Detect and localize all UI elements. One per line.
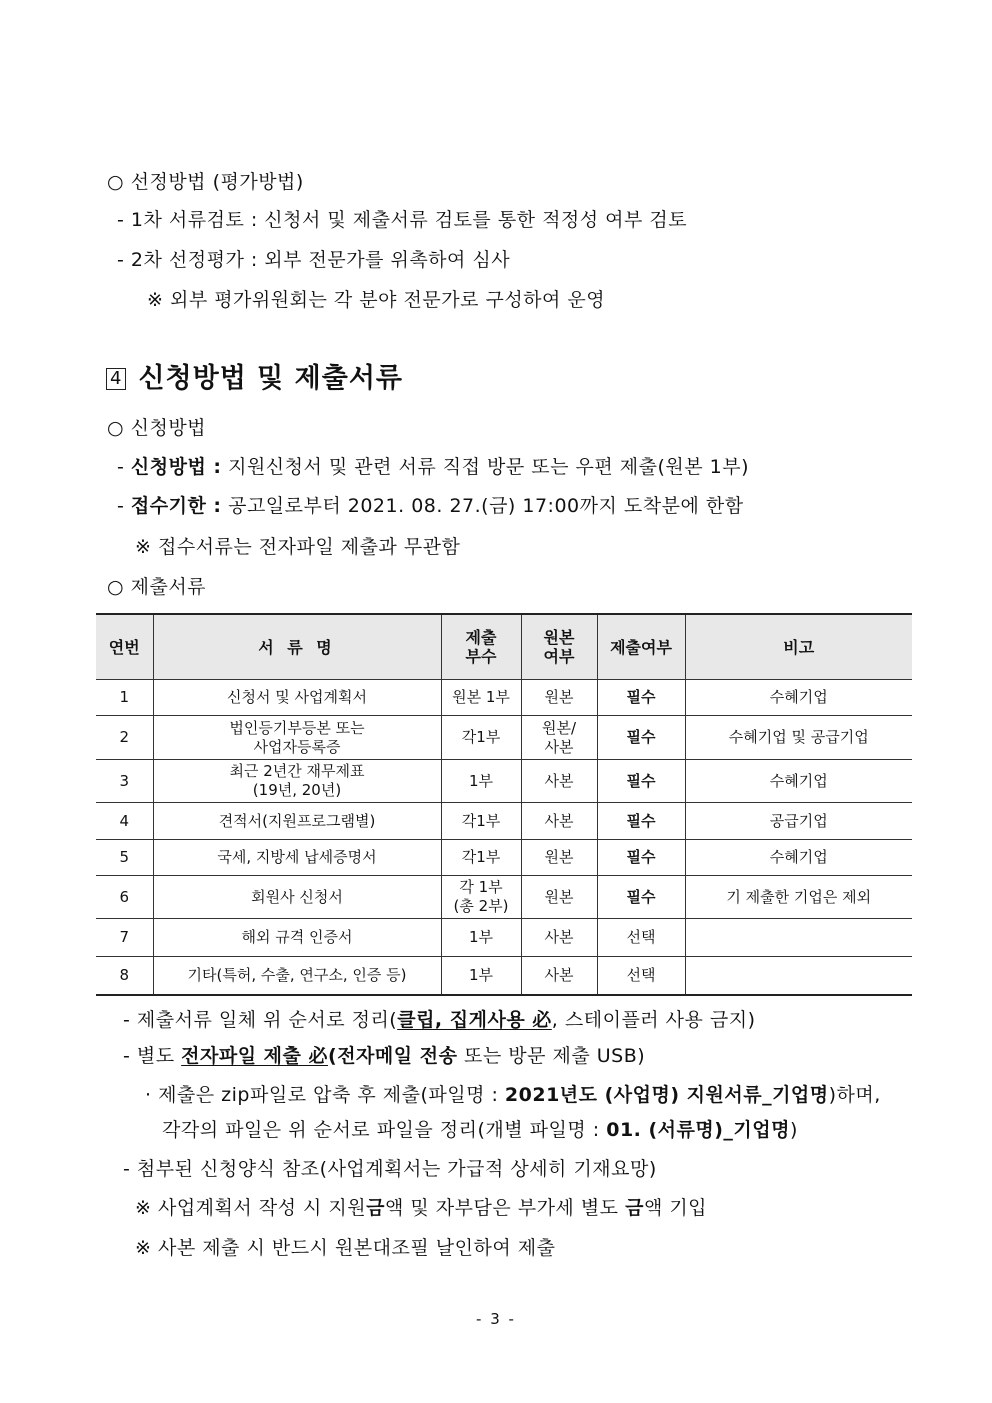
table-row <box>96 840 912 876</box>
cell-name: 견적서(지원프로그램별) <box>153 803 441 840</box>
cell-copies: 각 1부 (총 2부) <box>441 876 521 919</box>
table-row <box>96 680 912 716</box>
documents-heading: ○ 제출서류 <box>107 576 207 598</box>
section-number: 4 <box>106 368 126 390</box>
cell-copies: 1부 <box>441 957 521 995</box>
cell-remark: 기 제출한 기업은 제외 <box>685 876 912 919</box>
cell-name: 신청서 및 사업계획서 <box>153 680 441 716</box>
apply-method-heading: ○ 신청방법 <box>107 417 207 439</box>
cell-original: 사본 <box>521 957 597 995</box>
cell-name: 최근 2년간 재무제표 (19년, 20년) <box>153 760 441 803</box>
cell-name: 회원사 신청서 <box>153 876 441 919</box>
table-row <box>96 957 912 995</box>
instruction-forms: - 첨부된 신청양식 참조(사업계획서는 가급적 상세히 기재요망) <box>123 1158 657 1180</box>
table-row <box>96 760 912 803</box>
cell-original: 원본 <box>521 840 597 876</box>
header-copies: 제출 부수 <box>441 614 521 680</box>
cell-required: 필수 <box>597 716 685 760</box>
cell-remark: 수혜기업 <box>685 680 912 716</box>
cell-original: 원본 <box>521 876 597 919</box>
cell-required: 필수 <box>597 876 685 919</box>
cell-no: 5 <box>96 840 153 876</box>
cell-no: 8 <box>96 957 153 995</box>
apply-deadline-label: 접수기한 : <box>130 495 222 517</box>
cell-remark <box>685 957 912 995</box>
cell-no: 4 <box>96 803 153 840</box>
cell-name: 국세, 지방세 납세증명서 <box>153 840 441 876</box>
apply-deadline-text: 공고일로부터 2021. 08. 27.(금) 17:00까지 도착분에 한함 <box>228 495 744 517</box>
table-row <box>96 876 912 919</box>
cell-name: 해외 규격 인증서 <box>153 919 441 957</box>
header-no: 연번 <box>96 614 153 680</box>
cell-original: 원본/ 사본 <box>521 716 597 760</box>
cell-copies: 각1부 <box>441 803 521 840</box>
selection-method-heading: ○ 선정방법 (평가방법) <box>107 171 304 193</box>
apply-method-line: - 신청방법 : 지원신청서 및 관련 서류 직접 방문 또는 우편 제출(원본 1부) <box>117 456 750 478</box>
apply-deadline-line: - 접수기한 : 공고일로부터 2021. 08. 27.(금) 17:00까지 도착분에 한함 <box>117 495 744 517</box>
cell-no: 3 <box>96 760 153 803</box>
section-title: 신청방법 및 제출서류 <box>138 363 403 394</box>
selection-step-2: - 2차 선정평가 : 외부 전문가를 위촉하여 심사 <box>117 249 511 271</box>
cell-required: 선택 <box>597 957 685 995</box>
cell-required: 필수 <box>597 803 685 840</box>
header-name: 서 류 명 <box>153 614 441 680</box>
cell-remark: 수혜기업 <box>685 760 912 803</box>
table-row <box>96 919 912 957</box>
header-remark: 비고 <box>685 614 912 680</box>
cell-original: 사본 <box>521 803 597 840</box>
table-header-row <box>96 614 912 680</box>
section-heading <box>106 363 403 395</box>
header-required: 제출여부 <box>597 614 685 680</box>
cell-name: 법인등기부등본 또는 사업자등록증 <box>153 716 441 760</box>
instruction-filenames: 각각의 파일은 위 순서로 파일을 정리(개별 파일명 : 01. (서류명)_기업명) <box>162 1119 798 1141</box>
selection-note: ※ 외부 평가위원회는 각 분야 전문가로 구성하여 운영 <box>147 289 606 311</box>
table-row <box>96 803 912 840</box>
cell-required: 필수 <box>597 840 685 876</box>
page-number: - 3 - <box>476 1310 516 1328</box>
note-business-plan: ※ 사업계획서 작성 시 지원금액 및 자부담은 부가세 별도 금액 기입 <box>135 1197 708 1219</box>
documents-table <box>96 613 912 996</box>
cell-no: 6 <box>96 876 153 919</box>
cell-copies: 1부 <box>441 760 521 803</box>
instruction-zip: · 제출은 zip파일로 압축 후 제출(파일명 : 2021년도 (사업명) 지원서류_기업명)하며, <box>145 1084 881 1106</box>
cell-original: 사본 <box>521 760 597 803</box>
cell-copies: 1부 <box>441 919 521 957</box>
cell-remark: 수혜기업 <box>685 840 912 876</box>
cell-no: 7 <box>96 919 153 957</box>
table-row <box>96 716 912 760</box>
cell-copies: 각1부 <box>441 840 521 876</box>
cell-name: 기타(특허, 수출, 연구소, 인증 등) <box>153 957 441 995</box>
cell-copies: 각1부 <box>441 716 521 760</box>
apply-method-text: 지원신청서 및 관련 서류 직접 방문 또는 우편 제출(원본 1부) <box>228 456 750 478</box>
cell-no: 1 <box>96 680 153 716</box>
header-original: 원본 여부 <box>521 614 597 680</box>
cell-no: 2 <box>96 716 153 760</box>
cell-copies: 원본 1부 <box>441 680 521 716</box>
cell-required: 선택 <box>597 919 685 957</box>
cell-remark <box>685 919 912 957</box>
cell-original: 사본 <box>521 919 597 957</box>
cell-remark: 수혜기업 및 공급기업 <box>685 716 912 760</box>
cell-original: 원본 <box>521 680 597 716</box>
instruction-electronic: - 별도 전자파일 제출 必(전자메일 전송 또는 방문 제출 USB) <box>123 1045 646 1067</box>
cell-required: 필수 <box>597 680 685 716</box>
apply-note: ※ 접수서류는 전자파일 제출과 무관함 <box>135 536 461 558</box>
instruction-order: - 제출서류 일체 위 순서로 정리(클립, 집게사용 必, 스테이플러 사용 금지) <box>123 1009 756 1031</box>
cell-required: 필수 <box>597 760 685 803</box>
apply-method-label: 신청방법 : <box>130 456 222 478</box>
selection-step-1: - 1차 서류검토 : 신청서 및 제출서류 검토를 통한 적정성 여부 검토 <box>117 209 688 231</box>
note-copy-certification: ※ 사본 제출 시 반드시 원본대조필 날인하여 제출 <box>135 1237 556 1259</box>
cell-remark: 공급기업 <box>685 803 912 840</box>
